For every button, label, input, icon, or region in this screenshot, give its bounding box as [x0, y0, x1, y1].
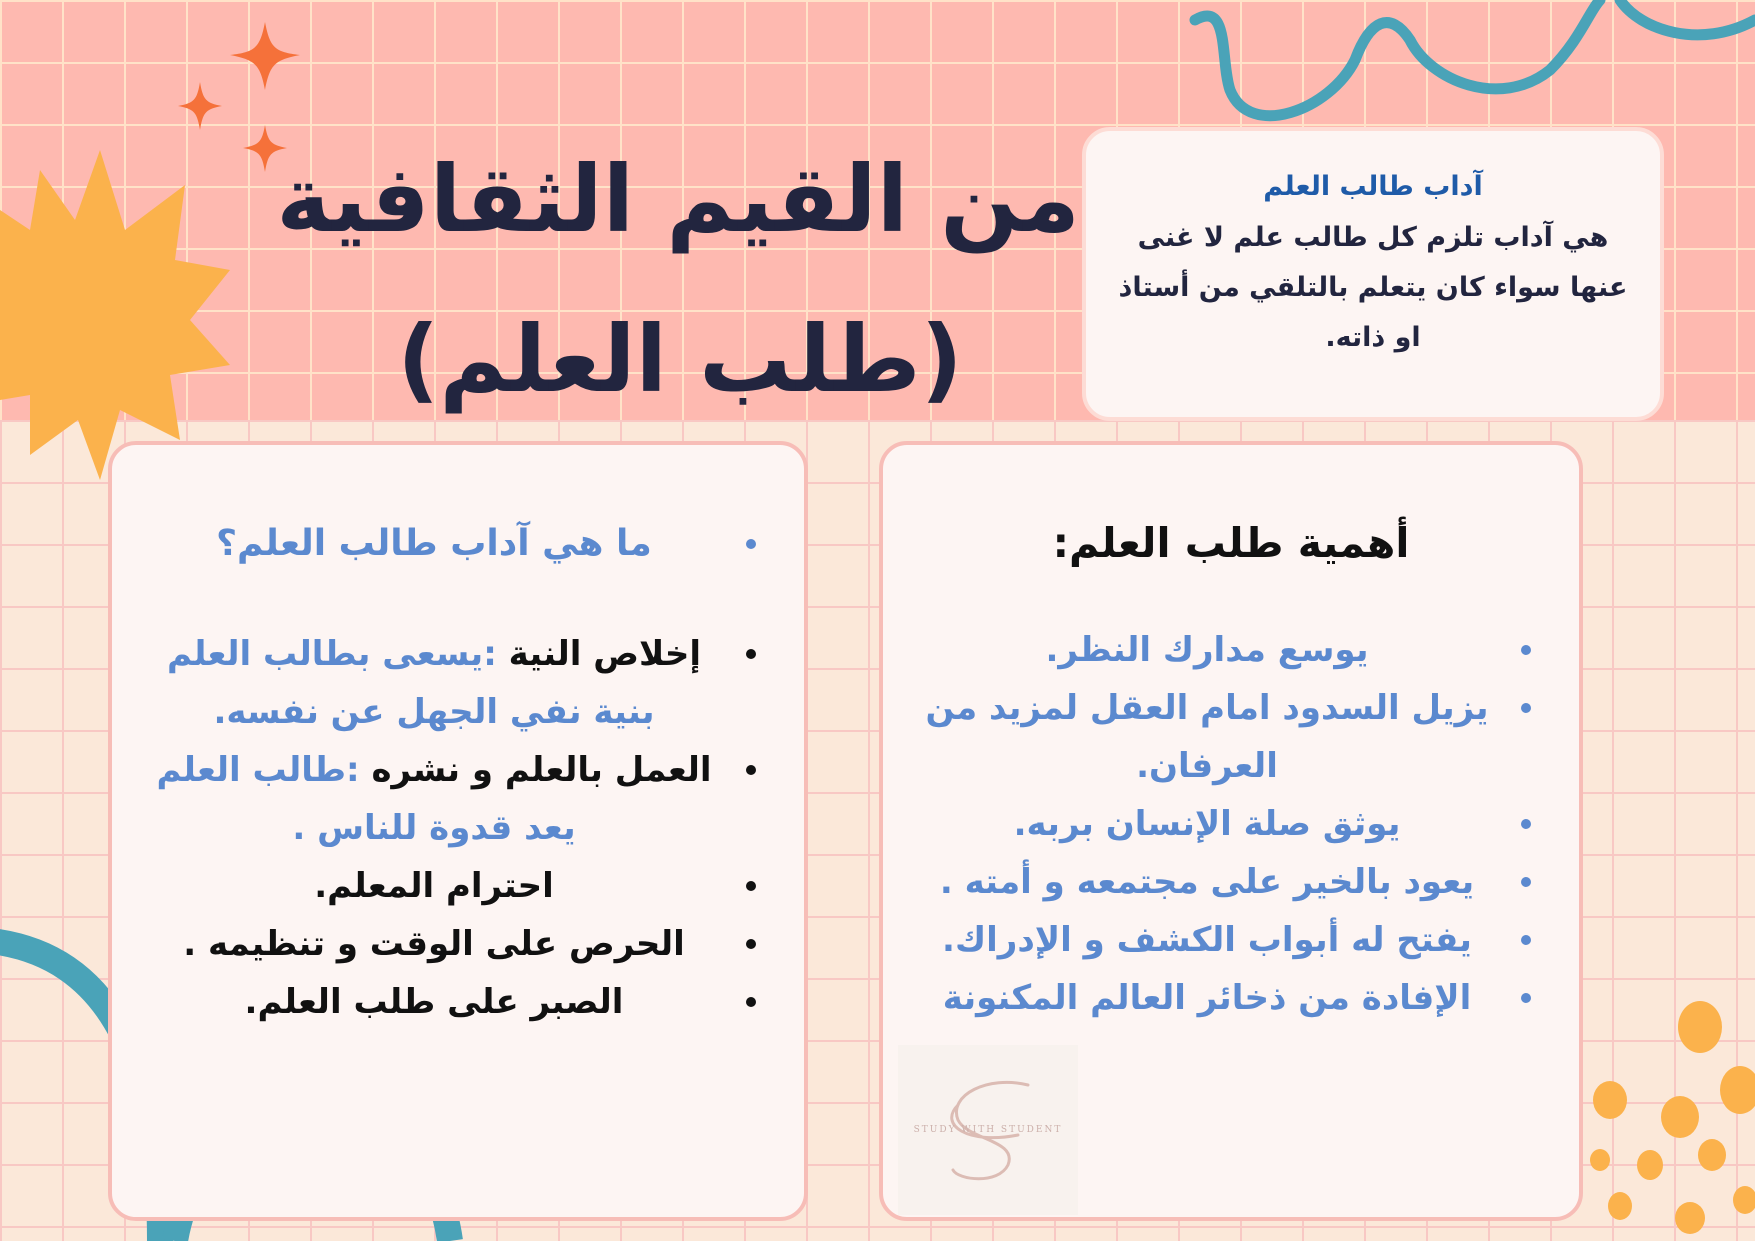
etiquette-desc: :طالب العلم يعد قدوة للناس . — [156, 750, 576, 848]
list-item — [152, 741, 764, 857]
list-item: يفتح له أبواب الكشف و الإدراك. — [923, 911, 1539, 969]
squiggle-top — [1195, 0, 1755, 116]
definition-text: هي آداب تلزم كل طالب علم لا غنى عنها سواء كان يتعلم بالتلقي من أستاذ او ذاته. — [1118, 222, 1628, 353]
etiquette-label: العمل بالعلم و نشره — [371, 750, 712, 790]
title-line-2: (طلب العلم) — [397, 306, 963, 413]
etiquette-label: احترام المعلم. — [314, 866, 554, 906]
importance-heading: أهمية طلب العلم: — [1052, 519, 1410, 567]
star-small-1 — [178, 82, 222, 130]
title-line-1: من القيم الثقافية — [276, 146, 1080, 253]
list-item: الإفادة من ذخائر العالم المكنونة — [923, 969, 1539, 1027]
list-item: يزيل السدود امام العقل لمزيد من العرفان. — [923, 679, 1539, 795]
etiquette-label: الصبر على طلب العلم. — [244, 982, 624, 1022]
sun-shape — [0, 150, 230, 480]
orange-dots — [1590, 1001, 1755, 1234]
etiquette-label: إخلاص النية — [508, 634, 701, 674]
importance-list — [923, 621, 1539, 1027]
definition-title: آداب طالب العلم — [1263, 171, 1483, 202]
list-item: يوثق صلة الإنسان بربه. — [923, 795, 1539, 853]
list-item — [152, 973, 764, 1031]
watermark-text: STUDY WITH STUDENT — [913, 1125, 1063, 1135]
definition-card — [1082, 127, 1664, 421]
etiquette-list — [152, 515, 764, 1031]
list-item: يوسع مدارك النظر. — [923, 621, 1539, 679]
page-title — [276, 120, 1080, 440]
etiquette-card — [108, 441, 808, 1221]
etiquette-desc: :يسعى بطالب العلم بنية نفي الجهل عن نفسه. — [167, 634, 655, 732]
etiquette-question: ما هي آداب طالب العلم؟ — [152, 515, 764, 573]
star-large — [230, 22, 300, 90]
etiquette-label: الحرص على الوقت و تنظيمه . — [183, 924, 685, 964]
watermark-logo — [898, 1045, 1078, 1215]
list-item — [152, 915, 764, 973]
list-item: يعود بالخير على مجتمعه و أمته . — [923, 853, 1539, 911]
list-item — [152, 857, 764, 915]
list-item — [152, 625, 764, 741]
